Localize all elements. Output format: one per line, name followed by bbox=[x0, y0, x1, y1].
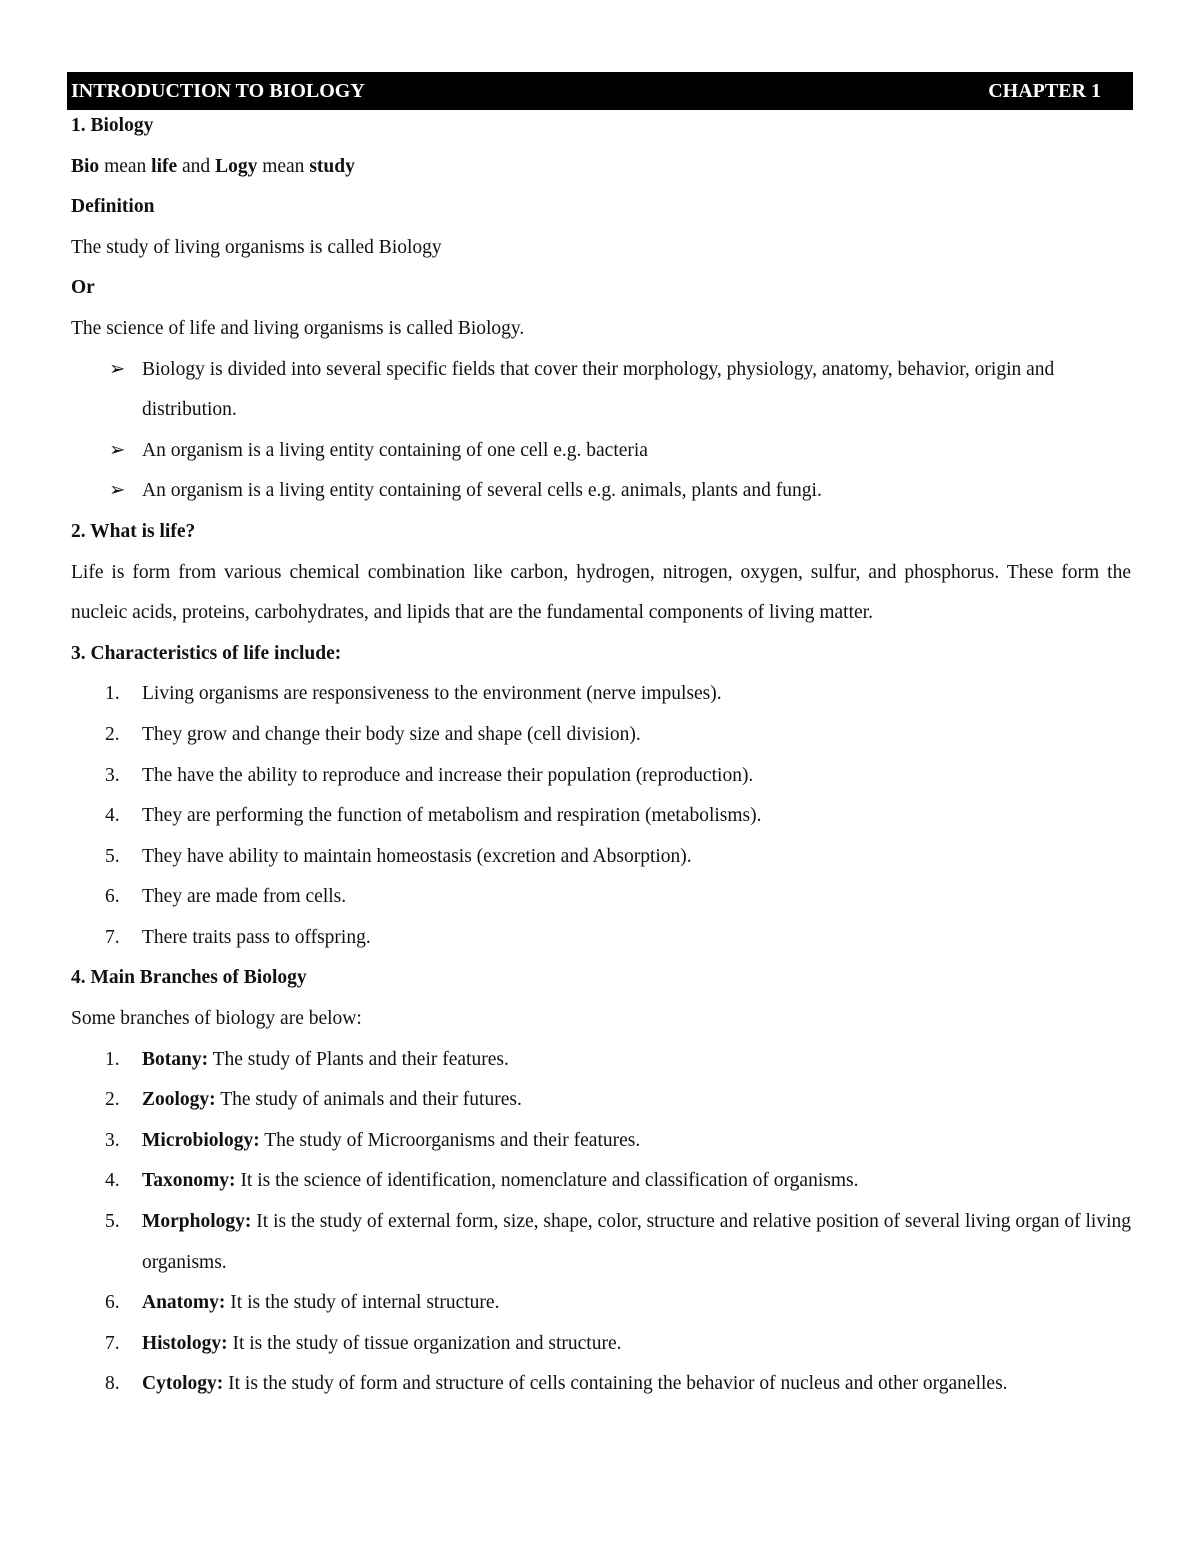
list-number: 7. bbox=[105, 926, 120, 948]
etymology-line bbox=[71, 147, 1131, 188]
list-item bbox=[71, 350, 1131, 431]
list-number: 1. bbox=[105, 683, 120, 705]
branch-term: Morphology: bbox=[142, 1211, 252, 1233]
list-text: They are made from cells. bbox=[142, 886, 347, 908]
list-item bbox=[71, 674, 1131, 715]
branch-description: It is the study of tissue organization and structure. bbox=[227, 1332, 622, 1354]
bullet-text: An organism is a living entity containing of one cell e.g. bacteria bbox=[142, 439, 648, 461]
list-text: They have ability to maintain homeostasis (excretion and Absorption). bbox=[142, 845, 692, 867]
arrow-bullet-icon: ➢ bbox=[109, 439, 126, 461]
section-heading-branches: 4. Main Branches of Biology bbox=[71, 967, 307, 989]
list-number: 2. bbox=[105, 723, 120, 745]
definition-text: The study of living organisms is called Biology bbox=[71, 236, 442, 258]
chapter-header-bar bbox=[67, 72, 1133, 110]
section-heading-biology: 1. Biology bbox=[71, 115, 154, 136]
list-number: 5. bbox=[105, 845, 120, 867]
list-item bbox=[71, 431, 1131, 472]
list-item bbox=[71, 1202, 1131, 1283]
bullet-text: Biology is divided into several specific fields that cover their morphology, physiology, anatomy, behavior, origin and distribution. bbox=[142, 358, 1055, 421]
list-item bbox=[71, 1040, 1131, 1081]
branch-description: The study of Plants and their features. bbox=[208, 1048, 509, 1070]
definition-heading: Definition bbox=[71, 196, 155, 218]
list-item bbox=[71, 877, 1131, 918]
etymology-text: and bbox=[177, 155, 216, 177]
list-item bbox=[71, 715, 1131, 756]
definition-alt-text: The science of life and living organisms is called Biology. bbox=[71, 317, 525, 339]
branch-term: Histology: bbox=[142, 1332, 228, 1354]
characteristics-list bbox=[71, 674, 1131, 958]
list-item bbox=[71, 837, 1131, 878]
branch-term: Cytology: bbox=[142, 1373, 224, 1395]
list-number: 5. bbox=[105, 1211, 120, 1233]
branches-list bbox=[71, 1040, 1131, 1405]
or-label: Or bbox=[71, 277, 95, 299]
list-text: They are performing the function of metabolism and respiration (metabolisms). bbox=[142, 805, 762, 827]
list-number: 2. bbox=[105, 1089, 120, 1111]
header-chapter: CHAPTER 1 bbox=[988, 79, 1101, 102]
list-item bbox=[71, 471, 1131, 512]
branch-description: The study of Microorganisms and their features. bbox=[259, 1129, 641, 1151]
branch-term: Taxonomy: bbox=[142, 1170, 236, 1192]
branch-term: Anatomy: bbox=[142, 1292, 226, 1314]
etymology-bio: Bio bbox=[71, 155, 100, 177]
biology-bullet-list bbox=[71, 350, 1131, 512]
branch-description: The study of animals and their futures. bbox=[215, 1089, 522, 1111]
list-number: 4. bbox=[105, 805, 120, 827]
etymology-study: study bbox=[309, 155, 355, 177]
list-item bbox=[71, 1121, 1131, 1162]
branch-description: It is the study of internal structure. bbox=[225, 1292, 500, 1314]
list-item bbox=[71, 796, 1131, 837]
branch-term: Botany: bbox=[142, 1048, 209, 1070]
bullet-text: An organism is a living entity containing of several cells e.g. animals, plants and fungi. bbox=[142, 480, 822, 502]
list-number: 7. bbox=[105, 1332, 120, 1354]
list-number: 1. bbox=[105, 1048, 120, 1070]
document-content bbox=[71, 106, 1131, 1405]
branch-description: It is the study of form and structure of cells containing the behavior of nucleus and other organelles. bbox=[223, 1373, 1008, 1395]
list-item bbox=[71, 1161, 1131, 1202]
list-number: 3. bbox=[105, 1129, 120, 1151]
branch-description: It is the science of identification, nomenclature and classification of organisms. bbox=[235, 1170, 859, 1192]
list-number: 6. bbox=[105, 1292, 120, 1314]
list-number: 6. bbox=[105, 886, 120, 908]
arrow-bullet-icon: ➢ bbox=[109, 480, 126, 502]
list-item bbox=[71, 1283, 1131, 1324]
list-item bbox=[71, 756, 1131, 797]
branch-term: Zoology: bbox=[142, 1089, 216, 1111]
etymology-text: mean bbox=[257, 155, 310, 177]
list-text: The have the ability to reproduce and increase their population (reproduction). bbox=[142, 764, 754, 786]
branch-description: It is the study of external form, size, shape, color, structure and relative position of several living organ of living organisms. bbox=[142, 1211, 1131, 1273]
list-text: They grow and change their body size and shape (cell division). bbox=[142, 723, 641, 745]
list-item bbox=[71, 918, 1131, 959]
branch-term: Microbiology: bbox=[142, 1129, 260, 1151]
list-item bbox=[71, 1364, 1131, 1405]
section-heading-characteristics: 3. Characteristics of life include: bbox=[71, 642, 342, 664]
list-number: 8. bbox=[105, 1373, 120, 1395]
list-item bbox=[71, 1080, 1131, 1121]
etymology-text: mean bbox=[99, 155, 152, 177]
list-item bbox=[71, 1324, 1131, 1365]
etymology-logy: Logy bbox=[215, 155, 258, 177]
etymology-life: life bbox=[151, 155, 178, 177]
section-heading-what-is-life: 2. What is life? bbox=[71, 520, 196, 542]
list-text: There traits pass to offspring. bbox=[142, 926, 371, 948]
branches-intro: Some branches of biology are below: bbox=[71, 1008, 362, 1030]
header-title: INTRODUCTION TO BIOLOGY bbox=[71, 79, 365, 102]
arrow-bullet-icon: ➢ bbox=[109, 358, 126, 380]
list-number: 3. bbox=[105, 764, 120, 786]
what-is-life-paragraph: Life is form from various chemical combination like carbon, hydrogen, nitrogen, oxygen, sulfur, and phosphorus. These form the nucleic acids, proteins, carbohydrates, and lipids that are the fundamental components of living matter. bbox=[71, 561, 1131, 624]
list-number: 4. bbox=[105, 1170, 120, 1192]
list-text: Living organisms are responsiveness to the environment (nerve impulses). bbox=[142, 683, 722, 705]
